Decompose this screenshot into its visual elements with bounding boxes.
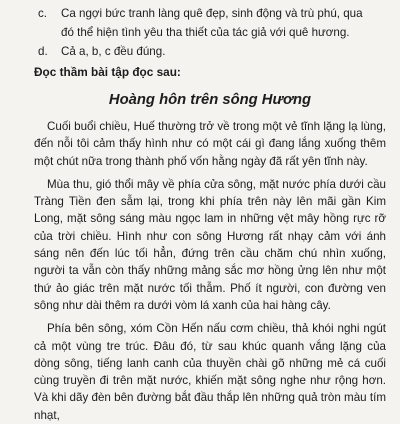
reading-instruction: Đọc thầm bài tập đọc sau: (34, 65, 181, 79)
passage-paragraph: Cuối buổi chiều, Huế thường trở về trong một vẻ tĩnh lặng lạ lùng, đến nỗi tôi cảm thấy hình như có một cái gì đang lắng xuống thêm một chút nữa trong thành phố vốn hằng ngày đã rất yên tĩnh này. (34, 120, 386, 168)
answer-option-d (34, 42, 386, 61)
option-text: Ca ngợi bức tranh làng quê đẹp, sinh động và trù phú, qua đó thể hiện tình yêu tha thiết của tác giả với quê hương. (61, 7, 363, 39)
option-text: Cả a, b, c đều đúng. (61, 45, 166, 58)
passage-paragraph: Phía bên sông, xóm Cồn Hến nấu cơm chiều, thả khói nghi ngút cả một vùng tre trúc. Đâu đó, từ sau khúc quanh vắng lặng của dòng sông, tiếng lanh canh của thuyền chài gõ những mẻ cá cuối cùng truyền đi trên mặt nước, khiến mặt sông nghe như rộng hơn. Và khi dãy đèn bên đường bắt đầu thắp lên những quả tròn màu tím nhạt, (34, 322, 386, 422)
option-key: d. (38, 45, 48, 58)
passage-title: Hoàng hôn trên sông Hương (108, 92, 312, 108)
answer-options (34, 4, 386, 61)
option-key: c. (38, 7, 48, 20)
answer-option-c (34, 4, 386, 42)
passage-paragraph: Mùa thu, gió thổi mây về phía cửa sông, mặt nước phía dưới cầu Tràng Tiền đen sẫm lại, trong khi phía trên này lên mãi gần Kim Long, mặt sông sáng màu ngọc lam in những vệt mây hồng rực rỡ của trời chiều. Hình như con sông Hương rất nhạy cảm với ánh sáng nên đến lúc tối hẳn, đứng trên cầu chăm chú nhìn xuống, người ta vẫn còn thấy những mảng sắc mơ hồng ửng lên như một thứ ảo giác trên mặt nước tối thẫm. Phố ít người, con đường ven sông như dài thêm ra dưới vòm lá xanh của hai hàng cây. (34, 177, 386, 312)
passage-body (34, 118, 386, 424)
